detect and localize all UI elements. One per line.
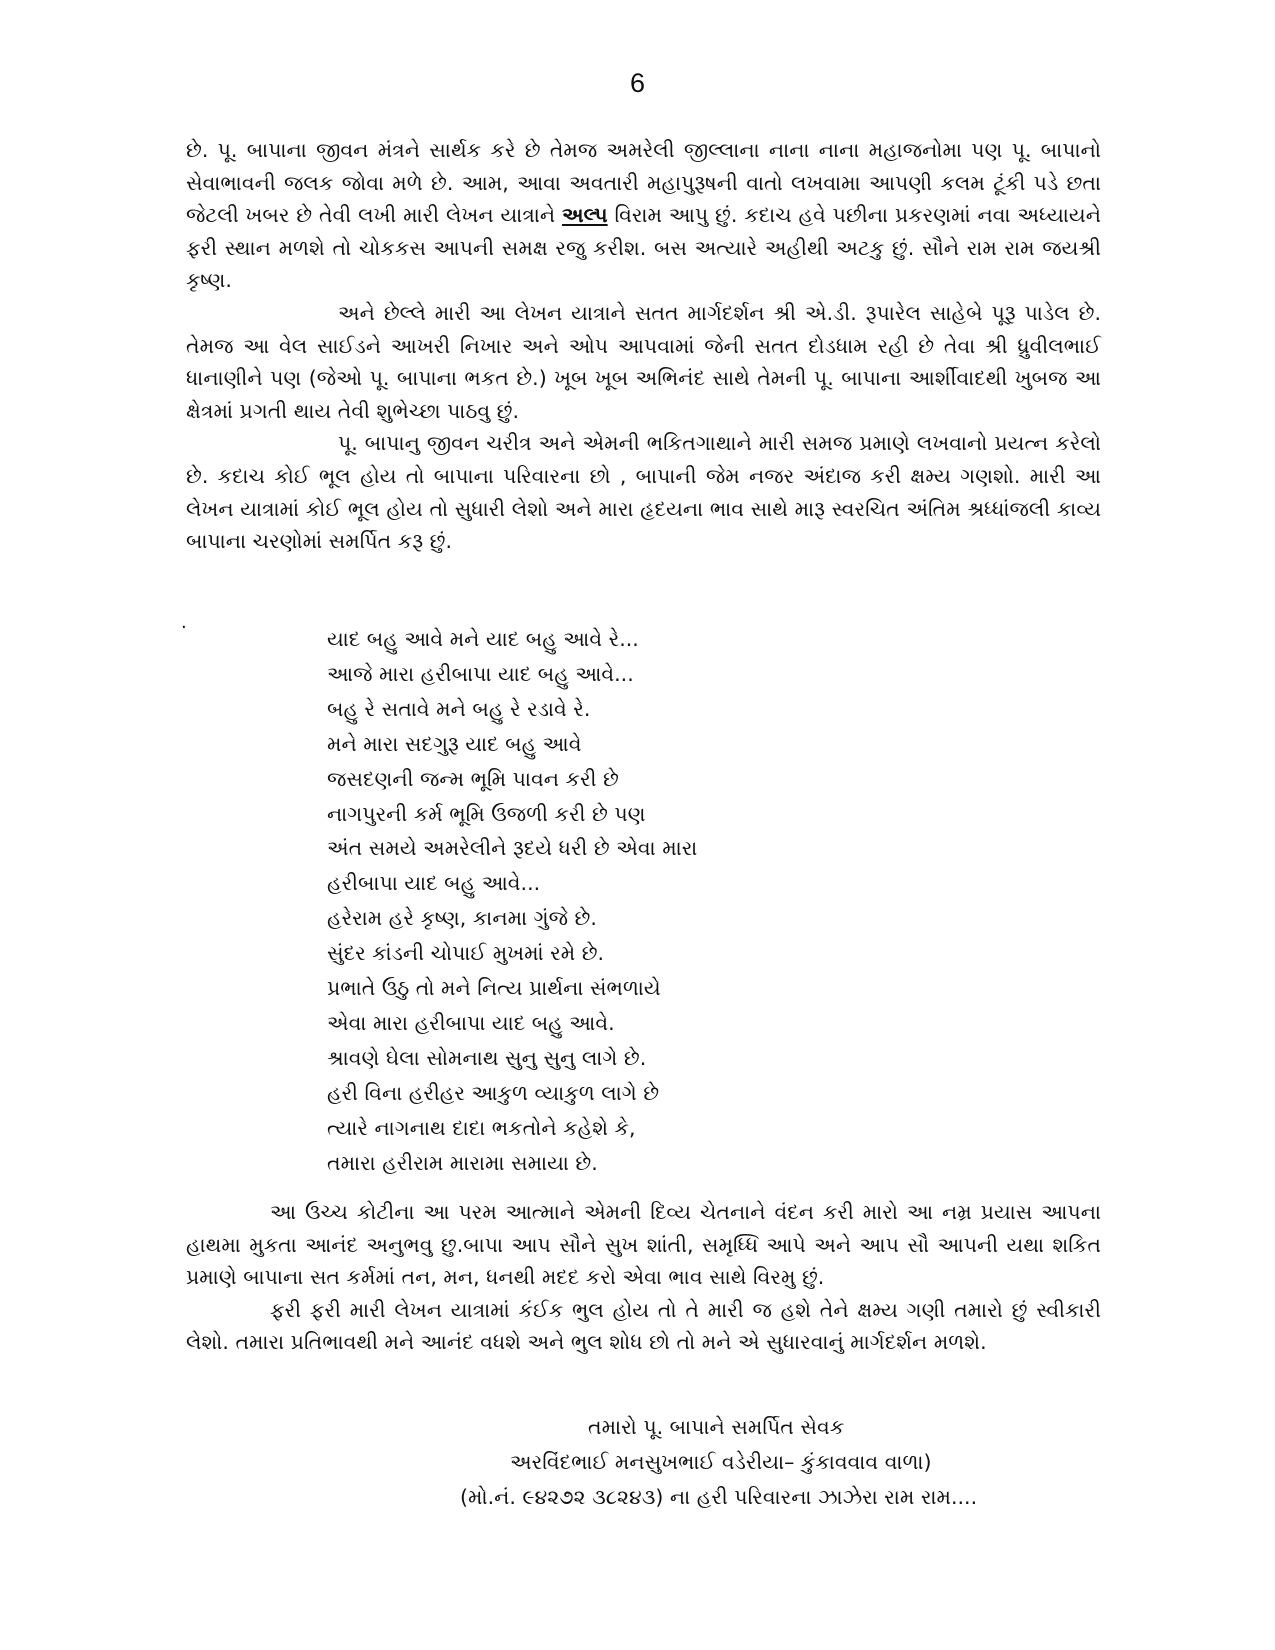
poem-line: શ્રાવણે ઘેલા સોમનાથ સુનુ સુનુ લાગે છે. bbox=[327, 1045, 647, 1070]
paragraph-gratitude: આ ઉચ્ચ કોટીના આ પરમ આત્માને એમની દિવ્ય ચેતનાને વંદન કરી મારો આ નમ્ર પ્રયાસ આપના હાથમા મુકતા આનંદ અનુભવુ છુ.બાપા આપ સૌને સુખ શાંતી, સમૃધ્ધિ આપે અને આપ સૌ આપની યથા શકિત પ્રમાણે બાપાના સત કર્મમાં તન, મન, ધનથી મદદ કરો એવા ભાવ સાથે વિરમુ છું. bbox=[186, 1200, 1101, 1290]
paragraph-request: ફરી ફરી મારી લેખન યાત્રામાં કંઈક ભુલ હોય તો તે મારી જ હશે તેને ક્ષમ્ય ગણી તમારો છું સ્વીકારી લેશો. તમારા પ્રતિભાવથી મને આનંદ વધશે અને ભુલ શોધ છો તો મને એ સુધારવાનું માર્ગદર્શન મળશે. bbox=[186, 1297, 1101, 1355]
poem-line: હરીબાપા યાદ બહુ આવે... bbox=[327, 871, 541, 896]
poem-line: બહુ રે સતાવે મને બહુ રે રડાવે રે. bbox=[327, 696, 591, 721]
poem-line: યાદ બહુ આવે મને યાદ બહુ આવે રે... bbox=[327, 627, 639, 651]
page-number: 6 bbox=[629, 68, 646, 98]
signature-line-1: તમારો પૂ. બાપાને સમર્પિત સેવક bbox=[588, 1415, 845, 1439]
paragraph-apology: પૂ. બાપાનુ જીવન ચરીત્ર અને એમની ભકિતગાથાને મારી સમજ પ્રમાણે લખવાનો પ્રયત્ન કરેલો છે. કદાચ કોઈ ભૂલ હોય તો બાપાના પરિવારના છો , બાપાની જેમ નજર અંદાજ કરી ક્ષમ્ય ગણશો. મારી આ લેખન યાત્રામાં કોઈ ભૂલ હોય તો સુધારી લેશો અને મારા હૃદયના ભાવ સાથે મારૂ સ્વરચિત અંતિમ શ્રધ્ધાંજલી કાવ્ય બાપાના ચરણોમાં સમર્પિત કરૂ છું. bbox=[186, 431, 1101, 554]
poem-line: હરી વિના હરીહર આકુળ વ્યાકુળ લાગે છે bbox=[327, 1080, 660, 1105]
paragraph-text: છે. પૂ. બાપાના જીવન મંત્રને સાર્થક કરે છે તેમજ અમરેલી જીલ્લાના નાના નાના મહાજનોમા પણ પૂ. બાપાનો સેવાભાવની જલક જોવા મળે છે. આમ, આવા અવતારી મહાપુરૂષની વાતો લખવામા આપણી કલમ ટૂંકી પડે છતા જેટલી ખબર છે તેવી લખી મારી લેખન યાત્રાને bbox=[186, 138, 1101, 228]
poem-line: આજે મારા હરીબાપા યાદ બહુ આવે... bbox=[327, 661, 634, 686]
poem-line: હરેરામ હરે કૃષ્ણ, કાનમા ગુંજે છે. bbox=[327, 906, 597, 931]
poem-line: જસદણની જન્મ ભૂમિ પાવન કરી છે bbox=[327, 766, 619, 791]
poem-line: નાગપુરની કર્મ ભૂમિ ઉજળી કરી છે પણ bbox=[327, 801, 646, 826]
tribute-poem bbox=[327, 622, 697, 1181]
poem-line: અંત સમયે અમરેલીને રૂદયે ધરી છે એવા મારા bbox=[327, 836, 698, 861]
poem-line: સુંદર કાંડની ચોપાઈ મુખમાં રમે છે. bbox=[327, 941, 605, 966]
poem-line: પ્રભાતે ઉઠુ તો મને નિત્ય પ્રાર્થના સંભળાયે bbox=[327, 976, 661, 1001]
signature-line-3: (મો.નં. ૯૪૨૭૨ ૩૮૨૪૩) ના હરી પરિવારના ઝાઝેરા રામ રામ.... bbox=[460, 1485, 978, 1509]
body-text-bottom bbox=[186, 1196, 1101, 1359]
paragraph-closing-note bbox=[186, 134, 1101, 297]
body-text-top bbox=[186, 134, 1101, 558]
underlined-word: અલ્પ bbox=[562, 203, 608, 228]
paragraph-acknowledgement: અને છેલ્લે મારી આ લેખન યાત્રાને સતત માર્ગદર્શન શ્રી એ.ડી. રૂપારેલ સાહેબે પૂરૂ પાડેલ છે. તેમજ આ વેલ સાઈડને આખરી નિખાર અને ઓપ આપવામાં જેની સતત દોડધામ રહી છે તેવા શ્રી ધ્રુવીલભાઈ ધાનાણીને પણ (જેઓ પૂ. બાપાના ભકત છે.) ખૂબ ખૂબ અભિનંદ સાથે તેમની પૂ. બાપાના આર્શીવાદથી ખુબજ આ ક્ષેત્રમાં પ્રગતી થાય તેવી શુભેચ્છા પાઠવુ છું. bbox=[186, 300, 1101, 423]
signature-line-2: અરવિંદભાઈ મનસુખભાઈ વડેરીયા– કુંકાવવાવ વાળા) bbox=[510, 1450, 932, 1474]
poem-line: ત્યારે નાગનાથ દાદા ભકતોને કહેશે કે, bbox=[327, 1115, 636, 1140]
stray-dot: . bbox=[181, 612, 187, 633]
paragraph-text: વિરામ આપુ છું. કદાચ હવે પછીના પ્રકરણમાં નવા અધ્યાયને ફરી સ્થાન મળશે તો ચોકકસ આપની સમક્ષ રજુ કરીશ. બસ અત્યારે અહીથી અટકુ છું. સૌને રામ રામ જયશ્રી કૃષ્ણ. bbox=[186, 203, 1101, 293]
poem-line: મને મારા સદગુરૂ યાદ બહુ આવે bbox=[327, 731, 582, 756]
poem-line: તમારા હરીરામ મારામા સમાયા છે. bbox=[327, 1150, 598, 1175]
poem-line: એવા મારા હરીબાપા યાદ બહુ આવે. bbox=[327, 1010, 615, 1035]
